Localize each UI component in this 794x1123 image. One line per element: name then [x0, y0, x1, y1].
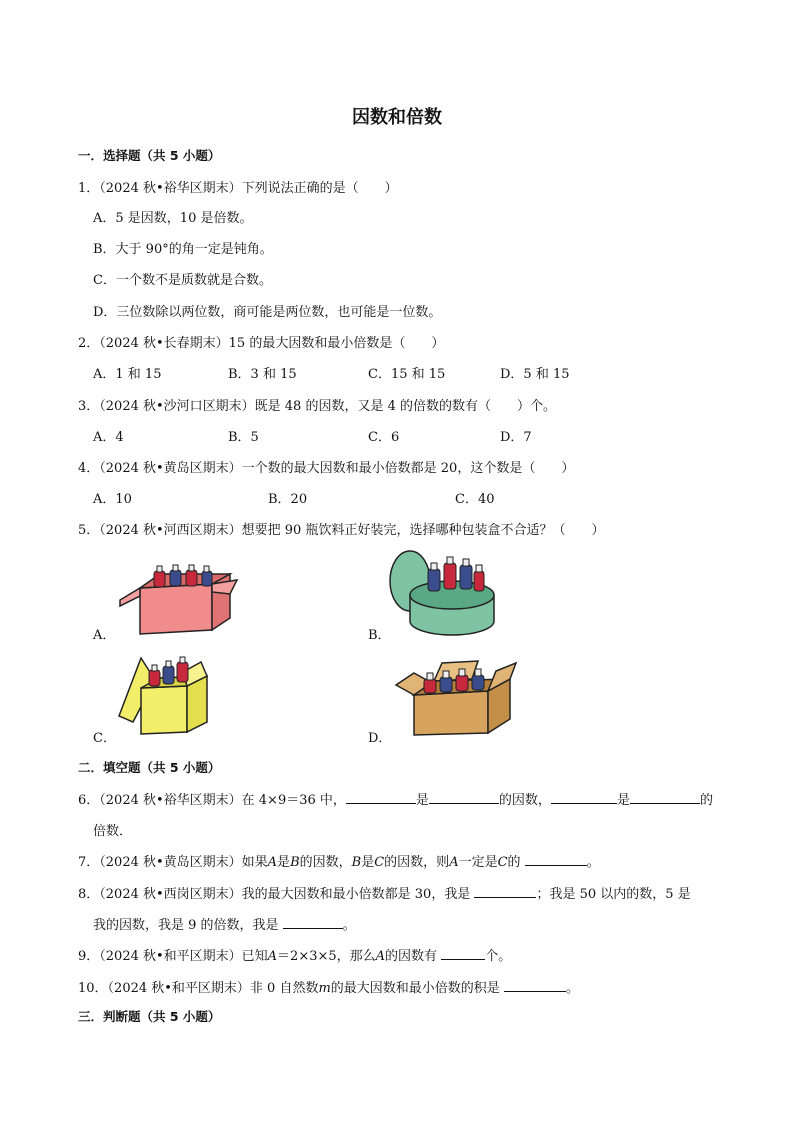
q9-text-3: 的因数有: [385, 949, 438, 964]
q7-var-b-2: B: [351, 855, 362, 870]
q9-var-a: A: [267, 949, 278, 964]
q5-option-c: C．: [93, 731, 116, 746]
q2-option-c: C．15 和 15: [368, 367, 446, 382]
q10-text-3: 。: [565, 981, 579, 996]
q8-text-3: 我的因数，我是 9 的倍数，我是: [93, 918, 279, 933]
q9-blank[interactable]: [441, 945, 485, 960]
q7-var-a: A: [267, 855, 278, 870]
q7-var-b: B: [290, 855, 300, 870]
q8-text-2: ；我是 50 以内的数，5 是: [536, 887, 691, 902]
q7-var-a-2: A: [449, 855, 459, 870]
q2-stem: 2．（2024 秋•长春期末）15 的最大因数和最小倍数是（ ）: [78, 336, 445, 351]
q7-text-3: 的因数，: [299, 855, 352, 870]
q5-option-b: B．: [368, 628, 391, 643]
q6-text-1: 6．（2024 秋•裕华区期末）在 4×9＝36 中，: [78, 793, 346, 808]
q6-blank-2[interactable]: [429, 789, 499, 804]
q9-text-1: 9．（2024 秋•和平区期末）已知: [78, 949, 268, 964]
q9-line: [78, 945, 511, 964]
yellow-box-image: [115, 652, 215, 736]
q8-blank-2[interactable]: [283, 914, 343, 929]
q1-option-d: D．三位数除以两位数，商可能是两位数，也可能是一位数。: [93, 305, 442, 320]
q2-option-a: A．1 和 15: [93, 367, 162, 382]
q3-option-d: D．7: [500, 430, 532, 445]
q7-var-c-2: C: [497, 855, 508, 870]
section-choice: 一．选择题（共 5 小题）: [78, 148, 221, 163]
q8-blank-1[interactable]: [474, 883, 536, 898]
q7-text-7: 的: [507, 855, 521, 870]
q6-text-5: 的: [699, 793, 713, 808]
q4-stem: 4．（2024 秋•黄岛区期末）一个数的最大因数和最小倍数都是 20，这个数是（ ）: [78, 461, 575, 476]
q4-option-c: C．40: [455, 492, 495, 507]
q4-option-a: A．10: [93, 492, 132, 507]
bottles-group: [428, 557, 484, 591]
q8-line-1: [78, 883, 691, 902]
q3-stem: 3．（2024 秋•沙河口区期末）既是 48 的因数，又是 4 的倍数的数有（ ）个。: [78, 399, 556, 414]
q5-option-a: A．: [93, 628, 116, 643]
q7-text-1: 7．（2024 秋•黄岛区期末）如果: [78, 855, 268, 870]
section-fill-in: 二．填空题（共 5 小题）: [78, 760, 221, 775]
q6-text-2: 是: [415, 793, 429, 808]
q7-var-c: C: [374, 855, 385, 870]
q10-text-1: 10．（2024 秋•和平区期末）非 0 自然数: [78, 981, 319, 996]
green-round-box-image: [388, 545, 498, 637]
q9-text-4: 个。: [485, 949, 512, 964]
q10-blank[interactable]: [504, 977, 566, 992]
q8-line-2: [93, 914, 356, 933]
q2-option-b: B．3 和 15: [228, 367, 297, 382]
q5-stem: 5．（2024 秋•河西区期末）想要把 90 瓶饮料正好装完，选择哪种包装盒不合适？（ ）: [78, 523, 605, 538]
q7-text-2: 是: [277, 855, 291, 870]
q4-option-b: B．20: [268, 492, 308, 507]
q3-option-c: C．6: [368, 430, 400, 445]
q7-text-8: 。: [586, 855, 600, 870]
q2-option-d: D．5 和 15: [500, 367, 570, 382]
q1-option-a: A．5 是因数，10 是倍数。: [93, 211, 253, 226]
cardboard-box-image: [392, 655, 520, 737]
q6-line-1: [78, 789, 713, 808]
q7-line: [78, 851, 600, 870]
q10-line: [78, 977, 579, 996]
q8-text-4: 。: [342, 918, 356, 933]
q1-stem: 1．（2024 秋•裕华区期末）下列说法正确的是（ ）: [78, 181, 398, 196]
q7-text-4: 是: [361, 855, 375, 870]
q8-text-1: 8．（2024 秋•西岗区期末）我的最大因数和最小倍数都是 30，我是: [78, 887, 471, 902]
q1-option-b: B．大于 90°的角一定是钝角。: [93, 242, 273, 257]
q9-text-2: ＝2×3×5，那么: [277, 949, 376, 964]
q7-blank[interactable]: [525, 851, 587, 866]
q10-var-m: m: [318, 981, 331, 996]
q10-text-2: 的最大因数和最小倍数的积是: [330, 981, 500, 996]
q6-blank-1[interactable]: [346, 789, 416, 804]
q5-option-d: D．: [368, 731, 392, 746]
q6-blank-4[interactable]: [630, 789, 700, 804]
q1-option-c: C．一个数不是质数就是合数。: [93, 273, 272, 288]
bottles-group: [149, 657, 188, 686]
q9-var-a-2: A: [375, 949, 386, 964]
q3-option-b: B．5: [228, 430, 259, 445]
q6-text-3: 的因数，: [498, 793, 551, 808]
page-title: 因数和倍数: [352, 107, 442, 128]
q6-text-6: 倍数．: [93, 824, 133, 839]
q6-text-4: 是: [616, 793, 630, 808]
pink-box-image: [112, 562, 242, 636]
q7-text-5: 的因数，则: [384, 855, 450, 870]
section-true-false: 三．判断题（共 5 小题）: [78, 1009, 221, 1024]
q6-blank-3[interactable]: [551, 789, 617, 804]
q3-option-a: A．4: [93, 430, 124, 445]
q7-text-6: 一定是: [458, 855, 498, 870]
